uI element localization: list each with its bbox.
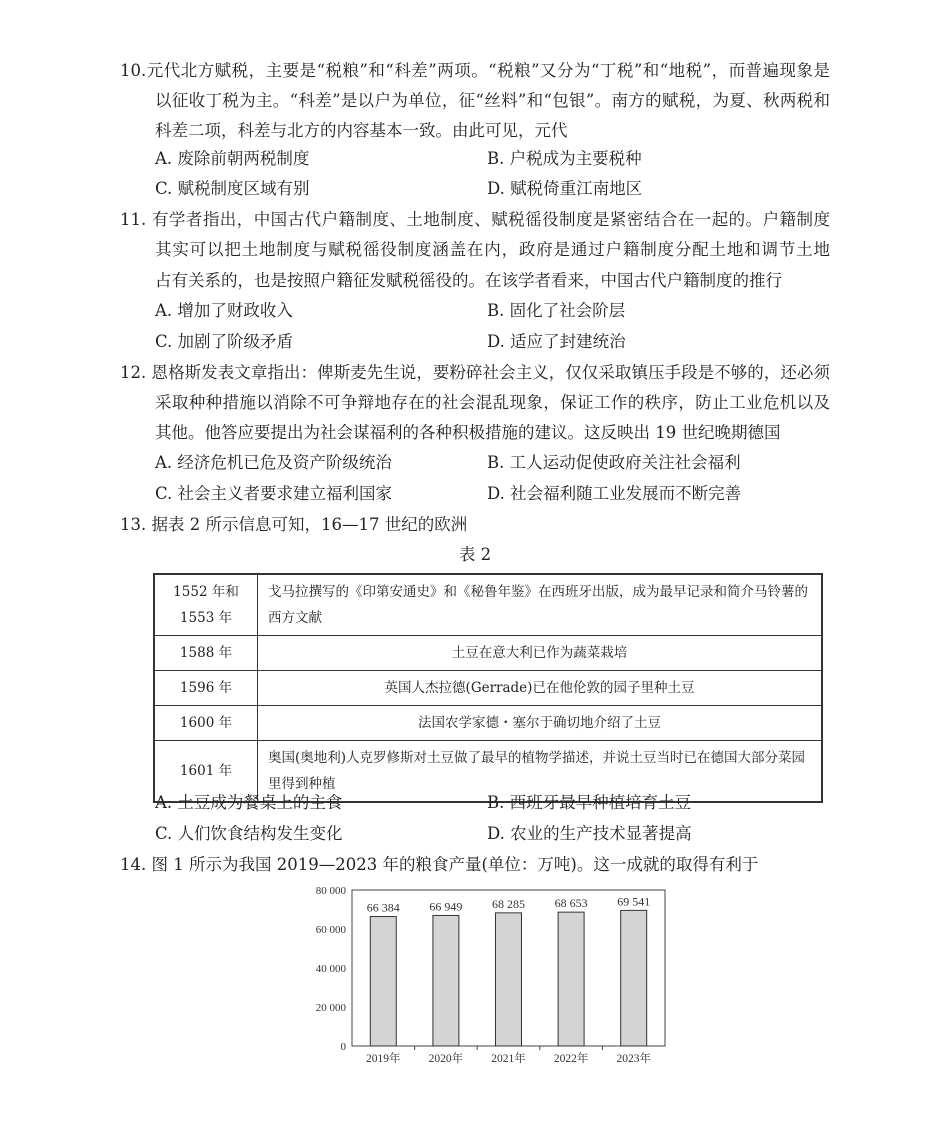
bar [558, 912, 584, 1046]
q11-option-b: B. 固化了社会阶层 [487, 301, 626, 320]
q10-line: 以征收丁税为主。“科差”是以户为单位，征“丝料”和“包银”。南方的赋税，为夏、秋两税和 [155, 91, 830, 110]
q12-line: 采取种种措施以消除不可争辩地存在的社会混乱现象，保证工作的秩序，防止工业危机以及 [155, 393, 830, 412]
table-cell-text: 戈马拉撰写的《印第安通史》和《秘鲁年鉴》在西班牙出版，成为最早记录和简介马铃薯的西方文献 [258, 574, 823, 636]
q11-line: 占有关系的，也是按照户籍征发赋税徭役的。在该学者看来，中国古代户籍制度的推行 [155, 271, 782, 290]
q12-option-c: C. 社会主义者要求建立福利国家 [155, 484, 393, 503]
q13-option-b: B. 西班牙最早种植培育土豆 [487, 793, 692, 812]
x-tick-label: 2020年 [428, 1053, 464, 1065]
q14-line: 14. 图 1 所示为我国 2019—2023 年的粮食产量(单位：万吨)。这一成就的取得有利于 [120, 855, 759, 874]
potato-history-table [153, 573, 823, 803]
q13-option-c: C. 人们饮食结构发生变化 [155, 824, 343, 843]
table-cell-text: 英国人杰拉德(Gerrade)已在他伦敦的园子里种土豆 [258, 671, 823, 706]
q12-option-b: B. 工人运动促使政府关注社会福利 [487, 453, 741, 472]
q12-option-a: A. 经济危机已危及资产阶级统治 [155, 453, 392, 472]
q13-line: 13. 据表 2 所示信息可知，16—17 世纪的欧洲 [120, 515, 468, 534]
table-cell-text: 法国农学家德・塞尔于确切地介绍了土豆 [258, 706, 823, 741]
x-tick-label: 2019年 [366, 1053, 401, 1065]
x-tick-label: 2021年 [491, 1053, 526, 1065]
q10-option-d: D. 赋税倚重江南地区 [487, 179, 643, 198]
q12-line: 12. 恩格斯发表文章指出：俾斯麦先生说，要粉碎社会主义，仅仅采取镇压手段是不够的，还必须 [120, 363, 830, 382]
x-tick-label: 2023年 [616, 1053, 651, 1065]
y-tick-label: 20 000 [315, 1002, 346, 1014]
bar-value-label: 69 541 [617, 894, 651, 909]
q10-line: 科差二项，科差与北方的内容基本一致。由此可见，元代 [155, 121, 568, 140]
q13-option-a: A. 土豆成为餐桌上的主食 [155, 793, 343, 812]
table-cell-text: 奥国(奥地利)人克罗修斯对土豆做了最早的植物学描述，并说土豆当时已在德国大部分菜园里得到种植 [258, 741, 823, 803]
bar [621, 910, 647, 1046]
q12-option-d: D. 社会福利随工业发展而不断完善 [487, 484, 742, 503]
table-row [154, 574, 822, 636]
bar-value-label: 66 384 [366, 900, 400, 915]
table-cell-year: 1596 年 [154, 671, 258, 706]
bar-value-label: 68 285 [492, 896, 525, 911]
q10-option-a: A. 废除前朝两税制度 [155, 149, 310, 168]
table-cell-year: 1600 年 [154, 706, 258, 741]
q13-option-d: D. 农业的生产技术显著提高 [487, 824, 692, 843]
y-tick-label: 40 000 [315, 963, 346, 975]
grain-output-bar-chart [300, 880, 680, 1070]
q11-option-d: D. 适应了封建统治 [487, 332, 626, 351]
q10-option-b: B. 户税成为主要税种 [487, 149, 642, 168]
bar-value-label: 68 653 [554, 896, 588, 911]
table-cell-year: 1601 年 [154, 741, 258, 803]
y-tick-label: 60 000 [315, 924, 346, 936]
q11-option-a: A. 增加了财政收入 [155, 301, 293, 320]
bar-value-label: 66 949 [429, 899, 463, 914]
q12-line: 其他。他答应要提出为社会谋福利的各种积极措施的建议。这反映出 19 世纪晚期德国 [155, 423, 781, 442]
table-cell-year: 1552 年和 1553 年 [154, 574, 258, 636]
table-cell-text: 土豆在意大利已作为蔬菜栽培 [258, 636, 823, 671]
table-row [154, 671, 822, 706]
x-tick-label: 2022年 [553, 1053, 589, 1065]
table-row [154, 706, 822, 741]
table-cell-year: 1588 年 [154, 636, 258, 671]
table-title: 表 2 [458, 545, 492, 564]
table-row [154, 636, 822, 671]
bar [496, 913, 522, 1046]
y-tick-label: 0 [340, 1041, 346, 1053]
q10-line: 10.元代北方赋税，主要是“税粮”和“科差”两项。“税粮”又分为“丁税”和“地税”，而普遍现象是 [120, 61, 830, 80]
q10-option-c: C. 赋税制度区域有别 [155, 179, 310, 198]
q11-option-c: C. 加剧了阶级矛盾 [155, 332, 294, 351]
q11-line: 其实可以把土地制度与赋税徭役制度涵盖在内，政府是通过户籍制度分配土地和调节土地 [155, 240, 830, 259]
bar [370, 917, 396, 1046]
bar [433, 915, 459, 1046]
q11-line: 11. 有学者指出，中国古代户籍制度、土地制度、赋税徭役制度是紧密结合在一起的。户籍制度 [120, 210, 830, 229]
y-tick-label: 80 000 [315, 885, 346, 897]
